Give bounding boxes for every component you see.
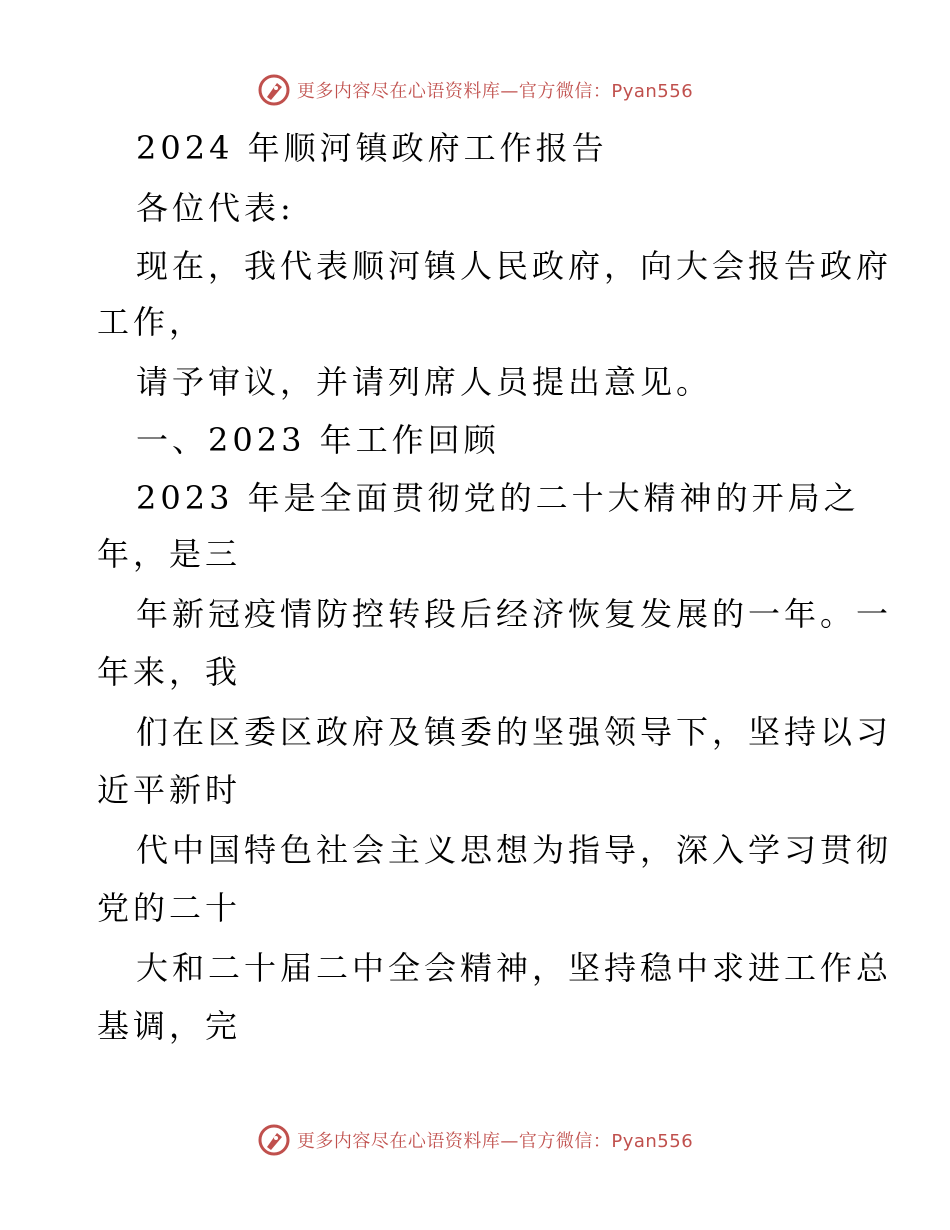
paragraph-line: 工作， [97, 303, 206, 341]
header-banner [0, 70, 950, 110]
footer-banner-text: 更多内容尽在心语资料库—官方微信：Pyan556 [296, 1131, 694, 1152]
paragraph-line: 请予审议，并请列席人员提出意见。 [136, 363, 713, 401]
salutation: 各位代表: [136, 189, 295, 227]
footer-banner [0, 1120, 950, 1160]
paragraph-line: 代中国特色社会主义思想为指导，深入学习贯彻 [136, 831, 893, 869]
paragraph-line: 党的二十 [97, 889, 242, 927]
paragraph-line: 2023 年是全面贯彻党的二十大精神的开局之 [136, 479, 860, 517]
paragraph-line: 年新冠疫情防控转段后经济恢复发展的一年。一 [136, 595, 893, 633]
pen-nib-logo-icon [257, 1123, 291, 1157]
paragraph-line: 们在区委区政府及镇委的坚强领导下，坚持以习 [136, 713, 893, 751]
paragraph-line: 现在，我代表顺河镇人民政府，向大会报告政府 [136, 247, 893, 285]
paragraph-line: 年来，我 [97, 653, 242, 691]
paragraph-line: 基调，完 [97, 1007, 242, 1045]
paragraph-line: 年，是三 [97, 535, 242, 573]
document-title: 2024 年顺河镇政府工作报告 [136, 129, 608, 167]
section-heading: 一、2023 年工作回顾 [136, 421, 500, 459]
pen-nib-logo-icon [257, 73, 291, 107]
paragraph-line: 大和二十届二中全会精神，坚持稳中求进工作总 [136, 949, 893, 987]
paragraph-line: 近平新时 [97, 771, 242, 809]
header-banner-text: 更多内容尽在心语资料库—官方微信：Pyan556 [296, 81, 694, 102]
